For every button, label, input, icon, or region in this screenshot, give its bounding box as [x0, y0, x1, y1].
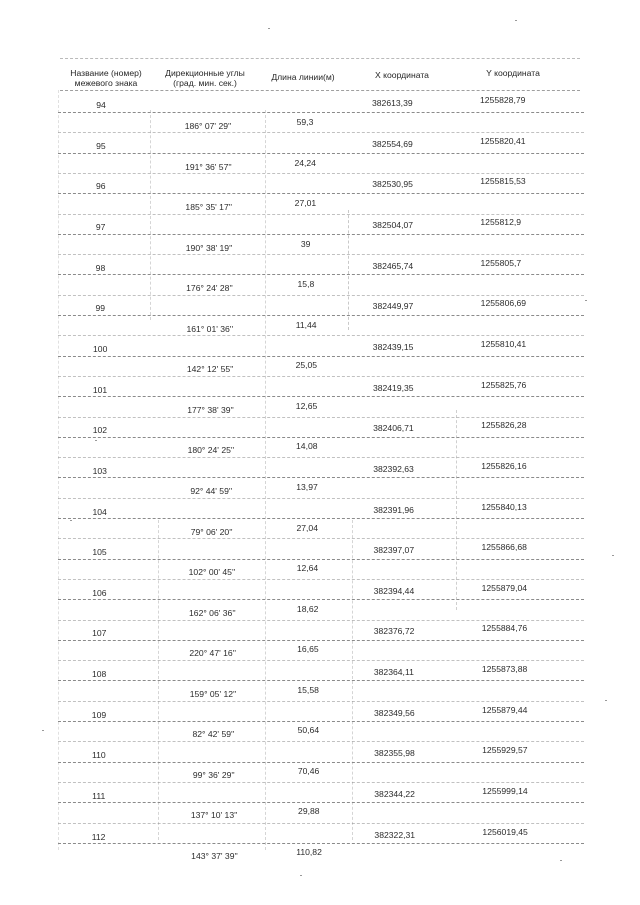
line-length: 11,44	[295, 319, 317, 330]
line-length: 39	[300, 238, 311, 249]
grid-line	[58, 132, 584, 133]
y-coordinate: 1255873,88	[481, 664, 528, 675]
direction-angle: 143° 37' 39''	[191, 850, 238, 861]
y-coordinate: 1255999,14	[482, 786, 528, 797]
line-length: 70,46	[297, 765, 320, 776]
y-coordinate: 1255810,41	[480, 338, 527, 349]
grid-line	[58, 559, 584, 560]
y-coordinate: 1255879,04	[481, 582, 528, 593]
grid-line	[58, 518, 584, 519]
grid-line	[58, 112, 584, 113]
scan-speck	[605, 700, 607, 701]
grid-line	[58, 477, 584, 478]
y-coordinate: 1255812,9	[480, 216, 522, 227]
x-coordinate: 382465,74	[372, 260, 414, 271]
x-coordinate: 382504,07	[372, 219, 414, 230]
point-name: 110	[91, 750, 106, 761]
grid-line	[58, 153, 584, 154]
x-coordinate: 382355,98	[374, 748, 415, 759]
direction-angle: 99° 36' 29''	[192, 769, 235, 780]
point-name: 107	[92, 628, 107, 639]
grid-line	[58, 295, 584, 296]
x-coordinate: 382397,07	[373, 545, 415, 556]
x-coordinate: 382349,56	[374, 707, 415, 718]
line-length: 12,65	[295, 400, 318, 411]
grid-line	[58, 762, 584, 763]
line-length: 14,08	[296, 441, 318, 452]
y-coordinate: 1255828,79	[480, 95, 526, 105]
scan-speck	[42, 730, 44, 731]
direction-angle: 137° 10' 13''	[190, 810, 238, 821]
x-coordinate: 382406,71	[373, 423, 414, 434]
line-length: 15,58	[297, 684, 319, 695]
scan-speck	[560, 860, 562, 861]
grid-line	[60, 90, 580, 91]
line-length: 50,64	[297, 725, 320, 736]
grid-line	[58, 214, 584, 215]
line-length: 25,05	[295, 360, 318, 371]
grid-line	[58, 498, 584, 499]
line-length: 15,8	[297, 279, 315, 290]
line-length: 18,62	[296, 603, 319, 614]
grid-line	[58, 274, 584, 275]
point-name: 98	[95, 262, 106, 273]
grid-line	[58, 782, 584, 783]
point-name: 99	[95, 303, 106, 314]
grid-line	[58, 396, 584, 397]
grid-line	[58, 823, 584, 824]
header-angle-line1: Дирекционные углы	[165, 68, 245, 78]
header-name	[58, 68, 154, 88]
point-name: 102	[92, 425, 108, 436]
grid-line	[58, 173, 584, 174]
y-coordinate: 1255884,76	[481, 623, 528, 634]
point-name: 111	[92, 791, 106, 802]
direction-angle: 142° 12' 55''	[186, 364, 234, 375]
grid-line	[58, 376, 584, 377]
direction-angle: 82° 42' 59''	[192, 729, 235, 740]
scan-speck	[300, 875, 302, 876]
grid-line	[58, 356, 584, 357]
y-coordinate: 1255805,7	[480, 257, 522, 268]
point-name: 104	[92, 506, 107, 517]
x-coordinate: 382392,63	[373, 463, 414, 474]
scan-speck	[70, 520, 72, 521]
point-name: 94	[96, 100, 106, 110]
y-coordinate: 1255826,28	[481, 420, 527, 431]
x-coordinate: 382439,15	[372, 341, 414, 352]
direction-angle: 190° 38' 19''	[185, 242, 233, 253]
point-name: 101	[92, 384, 108, 395]
grid-line	[58, 721, 584, 722]
y-coordinate: 1255825,76	[480, 379, 527, 390]
grid-line	[58, 254, 584, 255]
y-coordinate: 1255866,68	[481, 542, 527, 553]
x-coordinate: 382554,69	[372, 138, 413, 149]
x-coordinate: 382344,22	[374, 789, 415, 800]
grid-line	[58, 701, 584, 702]
direction-angle: 79° 06' 20''	[190, 526, 233, 537]
direction-angle: 159° 05' 12''	[189, 688, 237, 699]
grid-line	[58, 335, 584, 336]
scan-speck	[612, 555, 614, 556]
grid-line	[58, 193, 584, 194]
point-name: 109	[91, 709, 107, 720]
grid-line	[58, 90, 59, 850]
grid-line	[58, 457, 584, 458]
direction-angle: 220° 47' 16''	[189, 648, 236, 659]
grid-line	[58, 802, 584, 803]
point-name: 100	[93, 343, 108, 354]
point-name: 105	[92, 547, 107, 558]
x-coordinate: 382391,96	[373, 504, 414, 515]
grid-line	[456, 410, 457, 610]
x-coordinate: 382449,97	[372, 301, 414, 312]
point-name: 96	[95, 181, 106, 192]
scan-speck	[515, 20, 517, 21]
header-x: X координата	[375, 70, 429, 80]
line-length: 16,65	[297, 644, 319, 655]
line-length: 12,64	[296, 563, 319, 574]
direction-angle: 92° 44' 59''	[190, 485, 233, 496]
line-length: 110,82	[296, 846, 322, 857]
scan-speck	[268, 28, 270, 29]
line-length: 29,88	[298, 806, 320, 817]
grid-line	[60, 58, 580, 59]
y-coordinate: 1255929,57	[482, 745, 528, 756]
point-name: 95	[96, 140, 106, 151]
grid-line	[348, 210, 349, 330]
header-name-line1: Название (номер)	[70, 68, 142, 78]
grid-line	[58, 417, 584, 418]
grid-line	[150, 110, 151, 320]
grid-line	[58, 234, 584, 235]
direction-angle: 185° 35' 17''	[185, 202, 233, 213]
header-angle-line2: (град. мин. сек.)	[173, 78, 237, 88]
x-coordinate: 382322,31	[374, 829, 416, 840]
x-coordinate: 382376,72	[373, 626, 415, 637]
y-coordinate: 1255826,16	[481, 460, 527, 471]
x-coordinate: 382530,95	[372, 179, 413, 190]
grid-line	[58, 680, 584, 681]
line-length: 27,01	[294, 198, 317, 209]
grid-line	[58, 620, 584, 621]
line-length: 13,97	[296, 481, 318, 492]
grid-line	[265, 110, 266, 850]
direction-angle: 176° 24' 28''	[186, 283, 233, 294]
y-coordinate: 1255806,69	[480, 298, 527, 309]
line-length: 24,24	[294, 157, 316, 168]
y-coordinate: 1255840,13	[481, 501, 527, 512]
grid-line	[58, 843, 584, 844]
scan-speck	[585, 300, 587, 301]
header-name-line2: межевого знака	[74, 78, 138, 88]
y-coordinate: 1255815,53	[480, 176, 526, 187]
x-coordinate: 382613,39	[372, 98, 413, 108]
y-coordinate: 1255820,41	[480, 135, 526, 146]
point-name: 112	[91, 831, 106, 842]
scan-speck	[95, 440, 97, 441]
grid-line	[352, 520, 353, 840]
grid-line	[58, 599, 584, 600]
y-coordinate: 1255879,44	[482, 704, 528, 715]
grid-line	[58, 741, 584, 742]
header-angle	[150, 68, 260, 88]
grid-line	[58, 660, 584, 661]
header-length: Длина линии(м)	[271, 72, 335, 82]
point-name: 106	[92, 587, 107, 598]
y-coordinate: 1256019,45	[482, 826, 528, 837]
direction-angle: 180° 24' 25''	[187, 445, 235, 456]
x-coordinate: 382394,44	[373, 585, 415, 596]
direction-angle: 191° 36' 57''	[185, 161, 232, 172]
grid-line	[58, 315, 584, 316]
grid-line	[58, 437, 584, 438]
point-name: 97	[95, 221, 106, 232]
grid-line	[58, 579, 584, 580]
grid-line	[58, 538, 584, 539]
direction-angle: 177° 38' 39''	[187, 404, 234, 415]
point-name: 103	[92, 465, 107, 476]
direction-angle: 102° 00' 45''	[188, 567, 236, 578]
header-y: Y координата	[486, 68, 540, 78]
x-coordinate: 382419,35	[372, 382, 414, 393]
direction-angle: 161° 01' 36''	[186, 323, 234, 334]
x-coordinate: 382364,11	[373, 667, 414, 678]
line-length: 59,3	[296, 117, 314, 127]
grid-line	[158, 520, 159, 840]
direction-angle: 186° 07' 29''	[184, 121, 232, 131]
grid-line	[58, 640, 584, 641]
line-length: 27,04	[296, 522, 318, 533]
point-name: 108	[91, 669, 107, 680]
direction-angle: 162° 06' 36''	[189, 607, 236, 618]
